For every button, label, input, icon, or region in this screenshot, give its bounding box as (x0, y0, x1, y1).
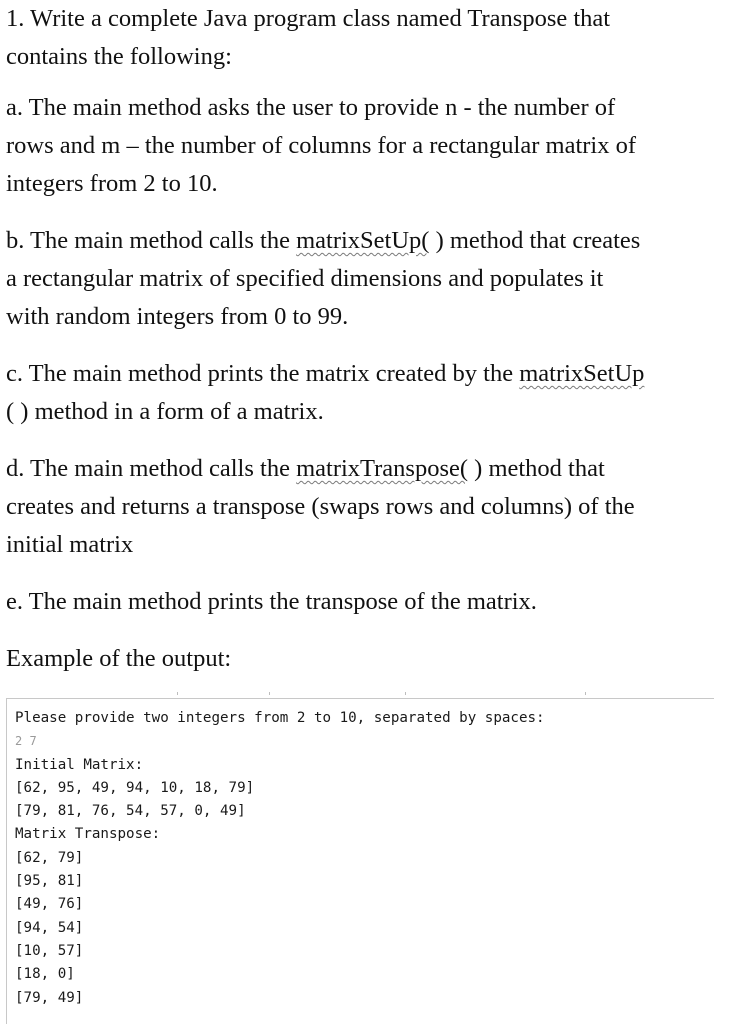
matrix-transpose-method-name: matrixTranspose( (296, 455, 469, 482)
toolbar-tick (585, 692, 586, 695)
item-a-line-2: rows and m – the number of columns for a rectangular matrix of (6, 132, 637, 159)
transpose-row: [62, 79] (15, 849, 84, 866)
toolbar-tick (405, 692, 406, 695)
assignment-title (6, 0, 610, 76)
title-line-2: contains the following: (6, 43, 232, 70)
item-d-line-1 (6, 450, 635, 488)
transpose-row: [94, 54] (15, 919, 84, 936)
initial-matrix-label: Initial Matrix: (15, 756, 144, 773)
transpose-row: [79, 49] (15, 989, 84, 1006)
item-c (6, 355, 644, 431)
transpose-label: Matrix Transpose: (15, 826, 161, 843)
item-a (6, 89, 636, 203)
item-c-line-1 (6, 355, 644, 393)
item-d (6, 450, 635, 564)
item-b-line-2: a rectangular matrix of specified dimensions and populates it (6, 265, 604, 292)
item-c-prefix: c. The main method prints the matrix created by the (6, 360, 520, 387)
item-b (6, 222, 640, 336)
console-user-input: 2 7 (15, 734, 37, 749)
item-b-prefix: b. The main method calls the (6, 227, 297, 254)
console-prompt: Please provide two integers from 2 to 10, separated by spaces: (15, 710, 545, 726)
item-b-line-3: with random integers from 0 to 99. (6, 303, 349, 330)
transpose-row: [95, 81] (15, 873, 84, 890)
toolbar-tick (269, 692, 270, 695)
example-heading (6, 640, 231, 678)
item-d-line-3: initial matrix (6, 531, 134, 558)
matrix-setup-method-name: matrixSetUp( (296, 227, 430, 254)
item-a-line-3: integers from 2 to 10. (6, 170, 218, 197)
console-toolbar-edge (7, 696, 714, 699)
console-output-panel[interactable] (6, 698, 714, 1024)
item-b-suffix: ) method that creates (429, 227, 641, 254)
item-d-prefix: d. The main method calls the (6, 455, 297, 482)
item-a-line-1: a. The main method asks the user to provide n - the number of (6, 94, 616, 121)
transpose-row: [10, 57] (15, 942, 84, 959)
initial-matrix-row: [62, 95, 49, 94, 10, 18, 79] (15, 779, 255, 796)
item-b-line-1 (6, 222, 640, 260)
item-c-line-2: ( ) method in a form of a matrix. (6, 398, 324, 425)
title-line-1: 1. Write a complete Java program class named Transpose that (6, 5, 611, 32)
toolbar-tick (177, 692, 178, 695)
transpose-row: [18, 0] (15, 966, 75, 983)
item-e (6, 583, 537, 621)
item-e-line-1: e. The main method prints the transpose of the matrix. (6, 588, 537, 615)
transpose-row: [49, 76] (15, 896, 84, 913)
item-d-line-2: creates and returns a transpose (swaps rows and columns) of the (6, 493, 635, 520)
example-heading-text: Example of the output: (6, 645, 232, 672)
item-d-suffix: ) method that (468, 455, 605, 482)
matrix-setup-method-name-2: matrixSetUp (519, 360, 645, 387)
console-text (15, 707, 545, 1010)
initial-matrix-row: [79, 81, 76, 54, 57, 0, 49] (15, 803, 246, 820)
